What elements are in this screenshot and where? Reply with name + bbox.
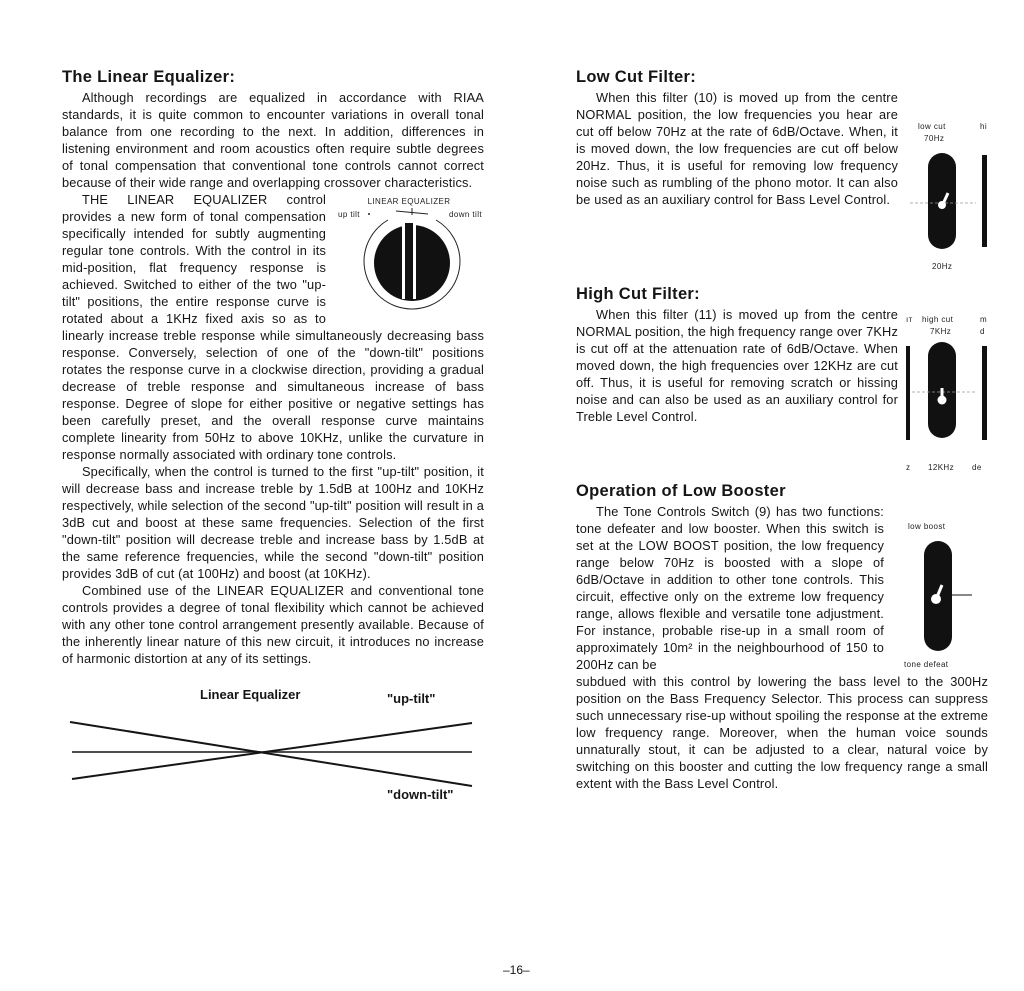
low-cut-bottom-value: 20Hz [932,262,953,271]
low-booster-top-label: low boost [908,522,946,531]
knob-icon [334,195,484,323]
low-booster-heading: Operation of Low Booster [576,482,786,500]
left-column [62,68,484,810]
low-cut-section [576,68,988,271]
page-number: –16– [503,963,530,977]
linear-equalizer-heading: The Linear Equalizer: [62,68,236,86]
high-cut-heading: High Cut Filter: [576,285,700,303]
low-cut-switch-figure [906,93,988,271]
high-cut-left-edge-bottom: z [906,463,911,472]
high-cut-top-label: high cut [922,315,954,324]
linear-equalizer-para-4: Combined use of the LINEAR EQUALIZER and conventional tone controls provides a degree of tonal flexibility which cannot be achieved with any other tone control arrangement presently available. Because of the inherently linear nature of this new circuit, it introduces no increase of harmonic distortion at any of its settings. [62,583,484,666]
high-cut-right-edge-mid: d [980,327,985,336]
linear-equalizer-para-2: THE LINEAR EQUALIZER control provides a new form of tonal compensation specifically intended for subtly augmenting regular tone controls. With the control in its mid-position, flat frequency response is achieved. Switched to either of the two "up-tilt" positions, the entire response curve is rotated about a 1KHz fixed axis so as to linearly increase treble response while simultaneously decreasing bass response. Conversely, selection of one of the "down-tilt" positions rotates the response curve in a clockwise direction, providing a gradual decrease of treble response and simultaneous increase of bass response. Degree of slope for either positive or negative settings has been carefully preset, and the overall response curve maintains complete linearity from 50Hz to above 10KHz, unlike the curvature in response normally associated with ordinary tone controls. [62,192,484,462]
right-column [576,68,988,792]
low-cut-switch-icon [906,93,988,271]
high-cut-left-edge: ıт [906,315,913,324]
low-cut-edge-text: hi [980,122,988,131]
high-cut-section [576,285,988,476]
low-booster-switch-icon [892,511,988,671]
low-booster-section [576,482,988,792]
diagram-up-label: "up-tilt" [387,691,436,706]
high-cut-bottom-value: 12KHz [928,463,955,472]
low-cut-top-label: low cut [918,122,946,131]
linear-equalizer-diagram [62,685,484,810]
high-cut-switch-icon [906,310,988,476]
low-cut-top-value: 70Hz [924,134,945,143]
low-booster-text-full: subdued with this control by lowering the bass level to the 300Hz position on the Bass Frequency Selector. This process can suppress such unnecessary rise-up without spoiling the response at the extreme low frequency range. Moreover, when the human voice sounds unnaturally stout, it can be adjusted to a clear, natural voice by switching on this booster and cutting the low frequency range a small extent with the Bass Level Control. [576,674,988,791]
high-cut-text: When this filter (11) is moved up from the centre NORMAL position, the high frequency range over 7KHz is cut off at the attenuation rate of 6dB/Octave. When moved down, the high frequencies over 12KHz are cut off. Thus, it is useful for removing scratch or hissing noise and can also be used as an auxiliary control for Treble Level Control. [576,307,898,424]
high-cut-right-edge-top: m [980,315,988,324]
high-cut-right-edge-bottom: de [972,463,982,472]
knob-left-label: up tilt [338,210,360,219]
high-cut-top-value: 7KHz [930,327,952,336]
diagram-title: Linear Equalizer [200,687,301,702]
linear-equalizer-para-1: Although recordings are equalized in accordance with RIAA standards, it is quite common to encounter variations in overall tonal balance from one recording to the next. In addition, differences in listening environment and room acoustics often require subtle degrees of tonal compensation that conventional tone controls cannot correct because of their wide range and overlapping crossover characteristics. [62,90,484,190]
tilt-diagram-icon [62,685,482,805]
diagram-down-label: "down-tilt" [387,787,454,802]
low-cut-heading: Low Cut Filter: [576,68,696,86]
linear-equalizer-knob-figure [334,195,484,323]
knob-right-label: down tilt [449,210,482,219]
knob-title: LINEAR EQUALIZER [367,197,451,206]
low-booster-text-wrapped: The Tone Controls Switch (9) has two functions: tone defeater and low booster. When this switch is set at the LOW BOOST position, the low frequency range below 70Hz is boosted with a slope of 6dB/Octave in addition to other tone controls. This circuit, effective only on the extreme low frequency range, allows flexible and versatile tone adjustment. For instance, probable rise-up in a small room of approximately 10m² in the neighbourhood of 150 to 200Hz can be [576,504,884,672]
low-booster-bottom-label: tone defeat [904,660,949,669]
high-cut-switch-figure [906,310,988,476]
low-cut-text: When this filter (10) is moved up from the centre NORMAL position, the low frequencies you hear are cut off below 70Hz at the rate of 6dB/Octave. When, it is moved down, the low frequencies are cut off below 20Hz. Thus, it is useful for removing low frequency noise such as rumbling of the phono motor. It can also be used as an auxiliary control for Bass Level Control. [576,90,898,207]
linear-equalizer-para-3: Specifically, when the control is turned to the first "up-tilt" position, it will decrease bass and increase treble by 1.5dB at 100Hz and 10KHz respectively, while selection of the second "up-tilt" position will result in a 3dB cut and boost at these same frequencies. Selection of the first "down-tilt" position will decrease treble and increase bass by 1.5dB at the same reference frequencies, while the second "down-tilt" position provides 3dB of cut (at 100Hz) and boost (at 10KHz). [62,464,484,581]
low-booster-switch-figure [892,511,988,671]
